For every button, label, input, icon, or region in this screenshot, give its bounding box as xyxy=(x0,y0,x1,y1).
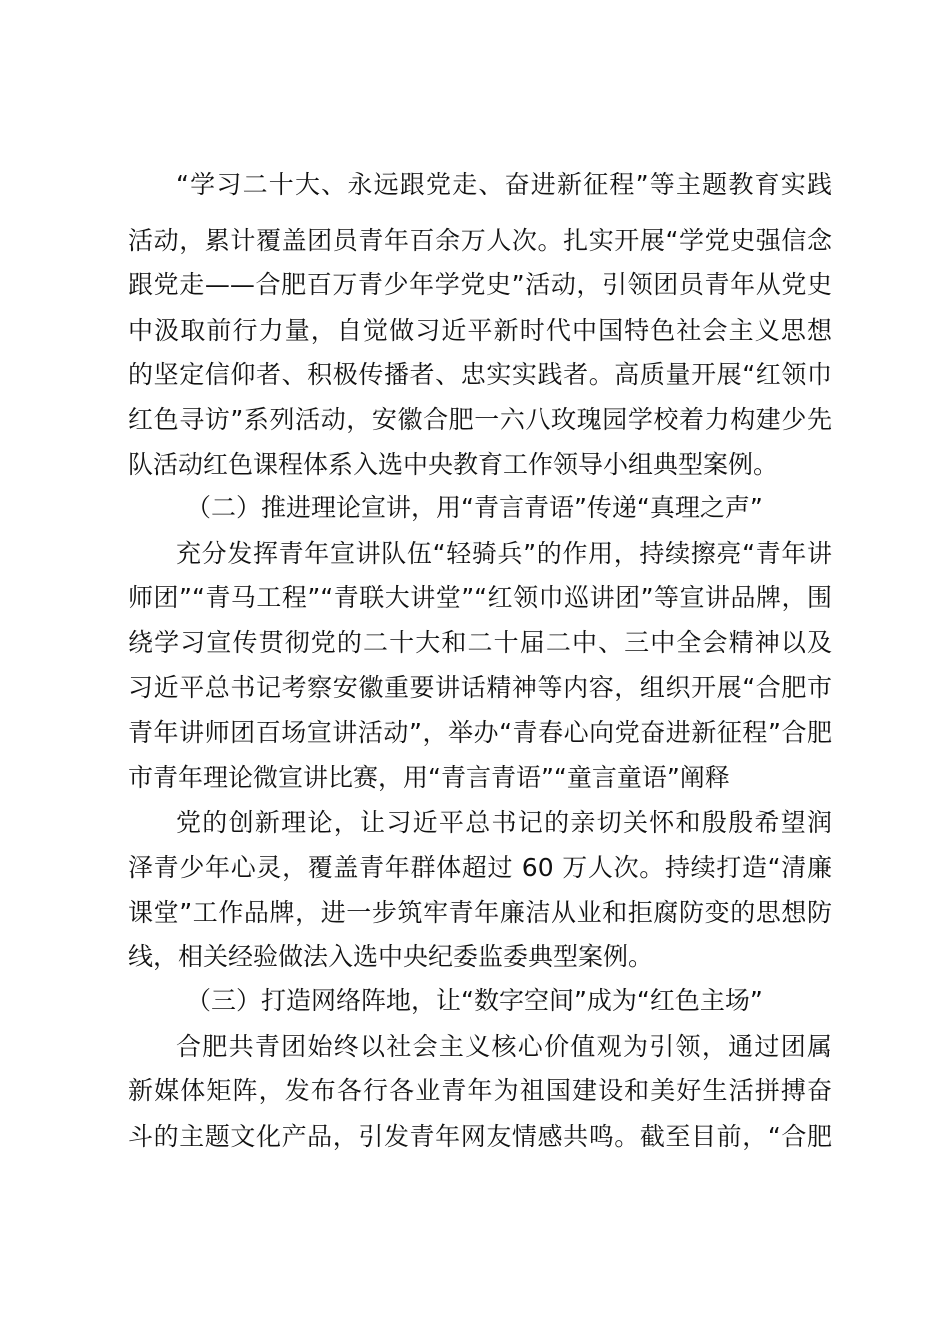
paragraph-line: “学习二十大、永远跟党走、奋进新征程”等主题教育实践 xyxy=(176,170,832,199)
paragraph-line: 线，相关经验做法入选中央纪委监委典型案例。 xyxy=(128,942,654,971)
paragraph-line: 习近平总书记考察安徽重要讲话精神等内容，组织开展“合肥市 xyxy=(128,673,832,702)
paragraph-line: 课堂”工作品牌，进一步筑牢青年廉洁从业和拒腐防变的思想防 xyxy=(128,898,832,927)
paragraph-line: 充分发挥青年宣讲队伍“轻骑兵”的作用，持续擦亮“青年讲 xyxy=(176,539,832,568)
paragraph-line: 市青年理论微宣讲比赛，用“青言青语”“童言童语”阐释 xyxy=(128,763,730,792)
paragraph-line: 队活动红色课程体系入选中央教育工作领导小组典型案例。 xyxy=(128,450,779,479)
section-heading-2: （二）推进理论宣讲，用“青言青语”传递“真理之声” xyxy=(186,493,763,522)
paragraph-line: 斗的主题文化产品，引发青年网友情感共鸣。截至目前，“合肥 xyxy=(128,1122,832,1151)
paragraph-line: 活动，累计覆盖团员青年百余万人次。扎实开展“学党史强信念 xyxy=(128,226,832,255)
paragraph-line: 合肥共青团始终以社会主义核心价值观为引领，通过团属 xyxy=(176,1032,832,1061)
paragraph-line: 跟党走——合肥百万青少年学党史”活动，引领团员青年从党史 xyxy=(128,270,832,299)
paragraph-line: 泽青少年心灵，覆盖青年群体超过 60 万人次。持续打造“清廉 xyxy=(128,853,832,882)
paragraph-line: 红色寻访”系列活动，安徽合肥一六八玫瑰园学校着力构建少先 xyxy=(128,405,832,434)
section-heading-3: （三）打造网络阵地，让“数字空间”成为“红色主场” xyxy=(186,986,763,1015)
paragraph-line: 的坚定信仰者、积极传播者、忠实实践者。高质量开展“红领巾 xyxy=(128,360,832,389)
paragraph-line: 绕学习宣传贯彻党的二十大和二十届二中、三中全会精神以及 xyxy=(128,628,832,657)
paragraph-line: 党的创新理论，让习近平总书记的亲切关怀和殷殷希望润 xyxy=(176,808,832,837)
paragraph-line: 师团”“青马工程”“青联大讲堂”“红领巾巡讲团”等宣讲品牌，围 xyxy=(128,583,832,612)
paragraph-line: 中汲取前行力量，自觉做习近平新时代中国特色社会主义思想 xyxy=(128,316,832,345)
paragraph-line: 青年讲师团百场宣讲活动”，举办“青春心向党奋进新征程”合肥 xyxy=(128,718,832,747)
paragraph-line: 新媒体矩阵，发布各行各业青年为祖国建设和美好生活拼搏奋 xyxy=(128,1076,832,1105)
